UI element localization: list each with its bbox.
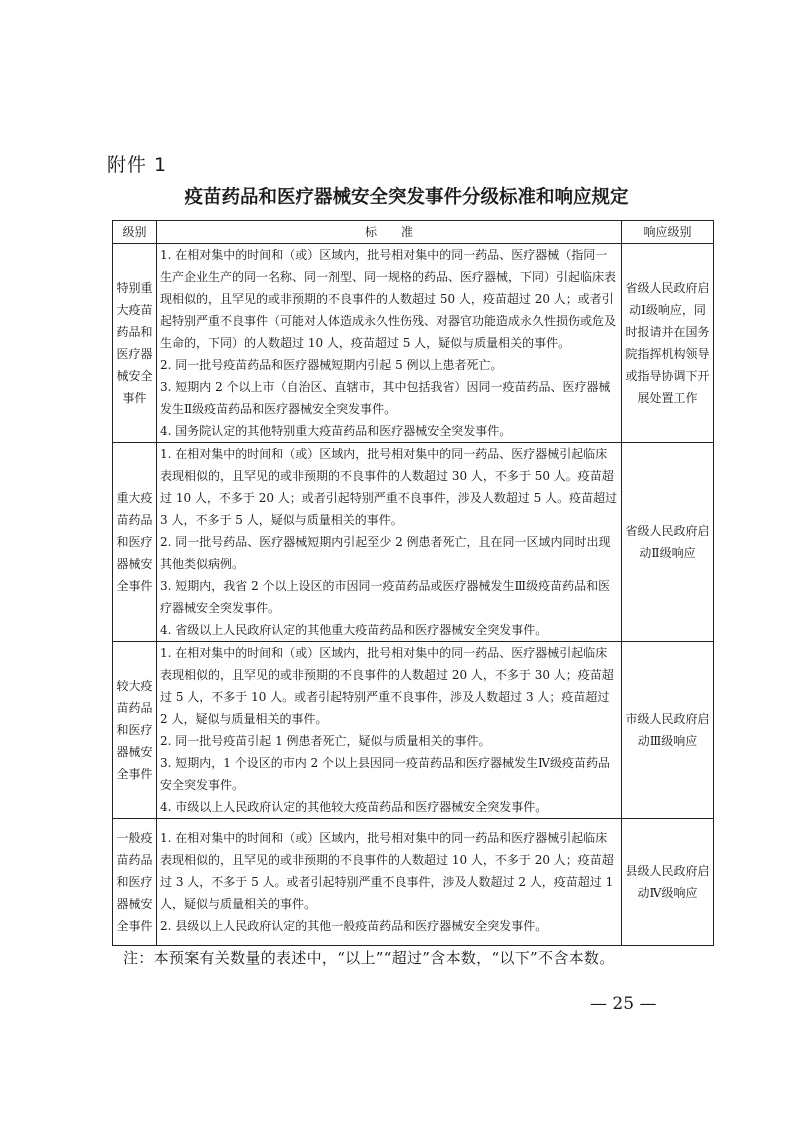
response-level: 省级人民政府启动Ⅰ级响应，同时报请并在国务院指挥机构领导或指导协调下开展处置工作	[625, 281, 710, 405]
grading-standards-table	[112, 220, 714, 946]
response-level: 省级人民政府启动Ⅱ级响应	[625, 524, 710, 560]
document-title: 疫苗药品和医疗器械安全突发事件分级标准和响应规定	[184, 187, 629, 208]
table-row	[113, 443, 714, 642]
criteria-item: 3. 短期内，我省 2 个以上设区的市因同一疫苗药品或医疗器械发生Ⅲ级疫苗药品和医疗器械安全突发事件。	[160, 579, 611, 615]
header-level: 级别	[113, 221, 157, 244]
page-number: — 25 —	[590, 994, 657, 1014]
table-row	[113, 244, 714, 443]
annex-label: 附件 1	[107, 154, 168, 176]
table-row	[113, 642, 714, 819]
criteria-item: 4. 市级以上人民政府认定的其他较大疫苗药品和医疗器械安全突发事件。	[160, 800, 548, 814]
footnote: 注：本预案有关数量的表述中，“以上”“超过”含本数，“以下”不含本数。	[123, 949, 615, 967]
level-label: 一般疫苗药品和医疗器械安全事件	[116, 831, 153, 933]
criteria-item: 3. 短期内，1 个设区的市内 2 个以上县因同一疫苗药品和医疗器械发生Ⅳ级疫苗药品安全突发事件。	[160, 756, 610, 792]
criteria-item: 1. 在相对集中的时间和（或）区域内，批号相对集中的同一药品、医疗器械（指同一生产企业生产的同一名称、同一剂型、同一规格的药品、医疗器械，下同）引起临床表现相似的，且罕见的或非预期的不良事件的人数超过 50 人，疫苗超过 20 人；或者引起特别严重不良事件（可能对人体造成永久性伤残、对器官功能造成永久性损伤或危及生命的，下同）的人数超过 10 人，疫苗超过 5 人，疑似与质量相关的事件。	[160, 248, 617, 350]
criteria-item: 2. 同一批号疫苗引起 1 例患者死亡，疑似与质量相关的事件。	[160, 734, 491, 748]
criteria-item: 2. 同一批号疫苗药品和医疗器械短期内引起 5 例以上患者死亡。	[160, 358, 503, 372]
criteria-item: 2. 县级以上人民政府认定的其他一般疫苗药品和医疗器械安全突发事件。	[160, 919, 548, 933]
level-label: 重大疫苗药品和医疗器械安全事件	[116, 491, 153, 593]
criteria-item: 1. 在相对集中的时间和（或）区域内，批号相对集中的同一药品、医疗器械引起临床表现相似的，且罕见的或非预期的不良事件的人数超过 20 人，不多于 30 人；疫苗超过 5 人，不多于 10 人。或者引起特别严重不良事件，涉及人数超过 3 人；疫苗超过 2 人，疑似与质量相关的事件。	[160, 646, 614, 726]
criteria-cell	[157, 819, 622, 946]
criteria-cell	[157, 244, 622, 443]
criteria-item: 1. 在相对集中的时间和（或）区域内，批号相对集中的同一药品和医疗器械引起临床表现相似的，且罕见的或非预期的不良事件的人数超过 10 人，不多于 20 人；疫苗超过 3 人，不多于 5 人。或者引起特别严重不良事件，涉及人数超过 2 人，疫苗超过 1 人，疑似与质量相关的事件。	[160, 831, 614, 911]
criteria-item: 1. 在相对集中的时间和（或）区域内，批号相对集中的同一药品、医疗器械引起临床表现相似的，且罕见的或非预期的不良事件的人数超过 30 人，不多于 50 人。疫苗超过 10 人，不多于 20 人；或者引起特别严重不良事件，涉及人数超过 5 人。疫苗超过 3 人，不多于 5 人，疑似与质量相关的事件。	[160, 447, 618, 527]
level-label: 特别重大疫苗药品和医疗器械安全事件	[116, 281, 153, 405]
table-header-row	[113, 221, 714, 244]
criteria-item: 4. 省级以上人民政府认定的其他重大疫苗药品和医疗器械安全突发事件。	[160, 623, 548, 637]
header-criteria: 标 准	[157, 221, 622, 244]
table-row	[113, 819, 714, 946]
criteria-cell	[157, 443, 622, 642]
response-level: 县级人民政府启动Ⅳ级响应	[625, 864, 710, 900]
criteria-cell	[157, 642, 622, 819]
response-level: 市级人民政府启动Ⅲ级响应	[625, 712, 710, 748]
criteria-item: 4. 国务院认定的其他特别重大疫苗药品和医疗器械安全突发事件。	[160, 424, 512, 438]
header-response: 响应级别	[622, 221, 714, 244]
level-label: 较大疫苗药品和医疗器械安全事件	[116, 679, 153, 781]
criteria-item: 2. 同一批号药品、医疗器械短期内引起至少 2 例患者死亡，且在同一区域内同时出现其他类似病例。	[160, 535, 611, 571]
criteria-item: 3. 短期内 2 个以上市（自治区、直辖市，其中包括我省）因同一疫苗药品、医疗器械发生Ⅱ级疫苗药品和医疗器械安全突发事件。	[160, 380, 611, 416]
